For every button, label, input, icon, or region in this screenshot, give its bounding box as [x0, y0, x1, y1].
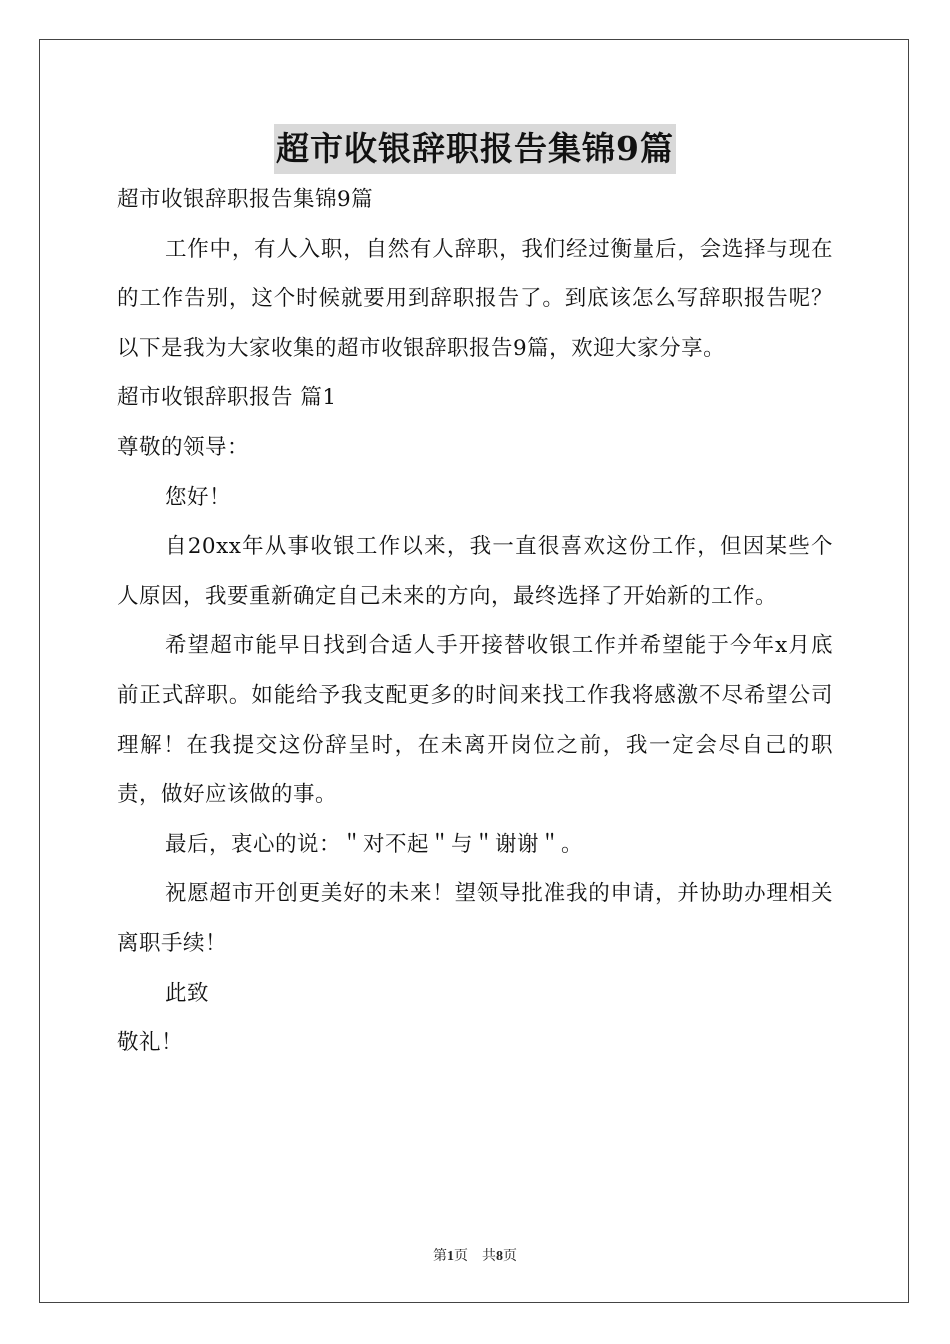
- section-heading: 超市收银辞职报告 篇1: [117, 385, 337, 411]
- regards: 敬礼！: [117, 1030, 184, 1056]
- page-total: 8: [496, 1249, 503, 1264]
- body-paragraph: 祝愿超市开创更美好的未来！望领导批准我的申请，并协助办理相关离职手续！: [117, 881, 833, 956]
- title-wrap: [0, 124, 950, 174]
- closing: 此致: [165, 980, 210, 1006]
- page-current: 1: [447, 1249, 454, 1264]
- page-footer: [0, 1245, 950, 1265]
- body-paragraph: 自20xx年从事收银工作以来，我一直很喜欢这份工作，但因某些个人原因，我要重新确定自己未来的方向，最终选择了开始新的工作。: [117, 534, 833, 609]
- document-body: [117, 175, 833, 1068]
- document-title: 超市收银辞职报告集锦9篇: [274, 124, 676, 174]
- page-suffix: 页: [503, 1249, 517, 1264]
- greeting: 您好！: [165, 484, 232, 510]
- salutation: 尊敬的领导：: [117, 434, 250, 460]
- body-paragraph: 最后，衷心的说：＂对不起＂与＂谢谢＂。: [165, 831, 584, 857]
- page-prefix: 第: [433, 1249, 447, 1264]
- intro-paragraph: 工作中，有人入职，自然有人辞职，我们经过衡量后，会选择与现在的工作告别，这个时候就要用到辞职报告了。到底该怎么写辞职报告呢？以下是我为大家收集的超市收银辞职报告9篇，欢迎大家分享。: [117, 236, 833, 361]
- page-mid: 页 共: [454, 1249, 496, 1264]
- body-paragraph: 希望超市能早日找到合适人手开接替收银工作并希望能于今年x月底前正式辞职。如能给予我支配更多的时间来找工作我将感激不尽希望公司理解！在我提交这份辞呈时，在未离开岗位之前，我一定会尽自己的职责，做好应该做的事。: [117, 633, 833, 808]
- document-subtitle: 超市收银辞职报告集锦9篇: [117, 187, 374, 212]
